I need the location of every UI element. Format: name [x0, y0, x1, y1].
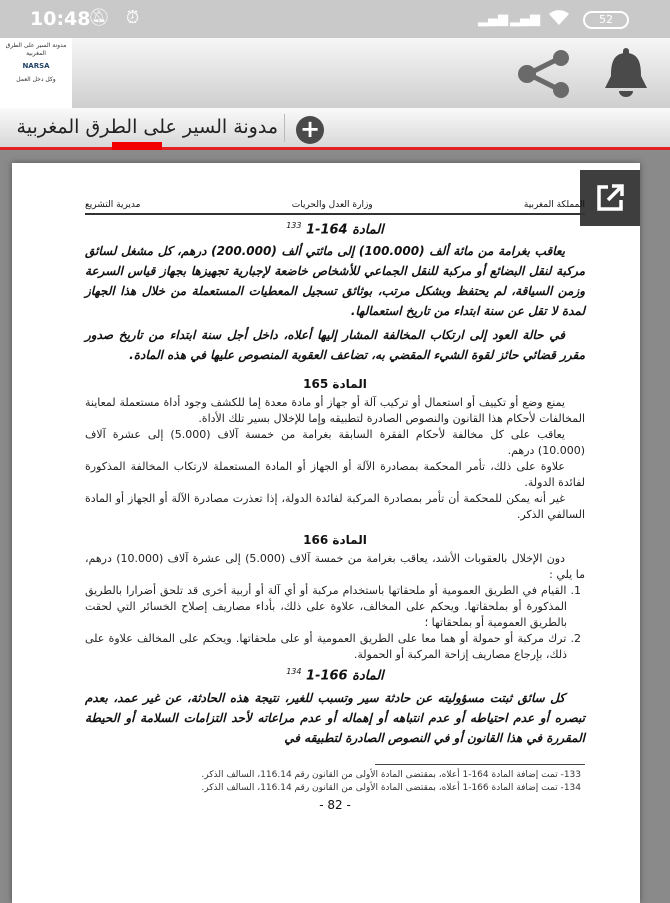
status-time: 10:48: [30, 8, 91, 30]
article-title: المادة 164-1 $^{133}$: [286, 221, 384, 238]
article-paragraph: علاوة على ذلك، تأمر المحكمة بمصادرة الآلة أو الجهاز أو المادة المستعملة لارتكاب المخالفة المذكورة لفائدة الدولة.: [85, 460, 585, 490]
article-paragraph: يعاقب على كل مخالفة لأحكام الفقرة السابقة بغرامة من خمسة آلاف (5.000) إلى عشرة آلاف (10.000) درهم.: [85, 428, 585, 458]
document-header: [85, 200, 585, 215]
article-paragraph: يمنع وضع أو تكييف أو استعمال أو تركيب آلة أو جهاز أو مادة معدة إما للكشف وجود أداة مستعملة لمعاينة المخالفات لأحكام هذا القانون والنصوص الصادرة لتطبيقه وإما للإخلال بسير تلك الأداة.: [85, 396, 585, 426]
alarm-icon: ⏰︎: [126, 8, 140, 28]
article-paragraph: يعاقب بغرامة من مائة ألف (100.000) إلى مائتي ألف (200.000) درهم، كل مشغل لسائق مركبة لنقل البضائع أو مركبة للنقل الجماعي للأشخاص خاضعة لإجبارية تجهيزها بجهاز قياس السرعة وزمن السياقة، لم يحتفظ وبشكل مرتب، بوثائق تسجيل المعطيات المستعملة من خلال هذا الجهاز لمدة لا تقل عن سنة ابتداء من تاريخ استعمالها.: [85, 244, 585, 319]
battery-indicator: 52: [583, 11, 629, 29]
article-paragraph: دون الإخلال بالعقوبات الأشد، يعاقب بغرامة من خمسة آلاف (5.000) إلى عشرة آلاف (10.000) درهم، ما يلي :: [85, 552, 585, 582]
logo-text: مدونة السير على الطرق المغربية: [5, 42, 67, 57]
list-item: 1. القيام في الطريق العمومية أو ملحقاتها باستخدام مركبة أو أي آلة أو أربية أخرى قد تلحق أضرارا بالطريق المذكورة أو بملحقاتها. ويحكم على المخالف، علاوة على ذلك، بأداء مصاريف إصلاح الخسائر التي لحقت بالطريق العمومية أو بملحقاتها ؛: [85, 584, 581, 630]
list-item: 2. ترك مركبة أو حمولة أو هما معا على الطريق العمومية أو على ملحقاتها. ويحكم على المخالف علاوة على ذلك، بإرجاع مصاريف إزاحة المركبة أو الحمولة.: [85, 632, 581, 662]
article-title: المادة 166-1 $^{134}$: [286, 667, 384, 684]
tab-code-de-la-route[interactable]: مدونة السير على الطرق المغربية: [16, 116, 278, 138]
bell-icon[interactable]: [600, 46, 652, 102]
app-bar: [0, 38, 670, 108]
logo-brand: NARSA: [22, 62, 50, 70]
footnote-separator: [375, 764, 585, 765]
logo-subtitle: وكل دخل العمل: [16, 76, 56, 83]
status-bar: [0, 0, 670, 38]
signal-icon: ▂▄▆: [510, 12, 540, 27]
document-content: [85, 200, 585, 812]
page-number: - 82 -: [319, 797, 351, 812]
tab-bar: [0, 108, 670, 150]
article-title: المادة 165: [303, 377, 367, 392]
article-title: المادة 166: [303, 533, 367, 548]
footnote: 134- تمت إضافة المادة 166-1 أعلاه، بمقتضى المادة الأولى من القانون رقم 116.14، السالف الذكر.: [201, 782, 581, 793]
header-ministry: وزارة العدل والحريات: [291, 200, 373, 210]
tab-divider: [284, 114, 285, 142]
signal-icon: ▂▄▆: [478, 12, 508, 27]
active-tab-indicator: [112, 142, 162, 150]
header-directorate: مديرية التشريع: [85, 200, 141, 210]
plus-icon: +: [299, 115, 321, 143]
footnote: 133- تمت إضافة المادة 164-1 أعلاه، بمقتضى المادة الأولى من القانون رقم 116.14، السالف الذكر.: [201, 769, 581, 780]
open-in-new-button[interactable]: [580, 170, 640, 226]
header-kingdom: المملكة المغربية: [523, 200, 585, 210]
open-in-new-icon: [595, 183, 625, 213]
mute-icon: 🔕︎: [88, 8, 110, 28]
article-paragraph: في حالة العود إلى ارتكاب المخالفة المشار إليها أعلاه، داخل أجل سنة ابتداء من تاريخ صدور مقرر قضائي حائز لقوة الشيء المقضي به، تضاعف العقوبة المنصوص عليها في هذه المادة.: [85, 328, 585, 363]
article-paragraph: غير أنه يمكن للمحكمة أن تأمر بمصادرة المركبة لفائدة الدولة، إذا تعذرت مصادرة الآلة أو الجهاز أو المادة السالفي الذكر.: [85, 492, 585, 522]
share-icon[interactable]: [514, 48, 574, 100]
wifi-icon: [548, 8, 570, 31]
app-logo[interactable]: [0, 38, 72, 108]
add-tab-button[interactable]: [296, 116, 324, 144]
article-paragraph: كل سائق ثبتت مسؤوليته عن حادثة سير وتسبب للغير، نتيجة هذه الحادثة، عن غير عمد، بعدم تبصره أو عدم احتياطه أو عدم انتباهه أو إهماله أو عدم مراعاته لأحد التزامات السلامة أو الحيطة المقررة في هذا القانون أو في النصوص الصادرة لتطبيقه في: [85, 690, 585, 745]
